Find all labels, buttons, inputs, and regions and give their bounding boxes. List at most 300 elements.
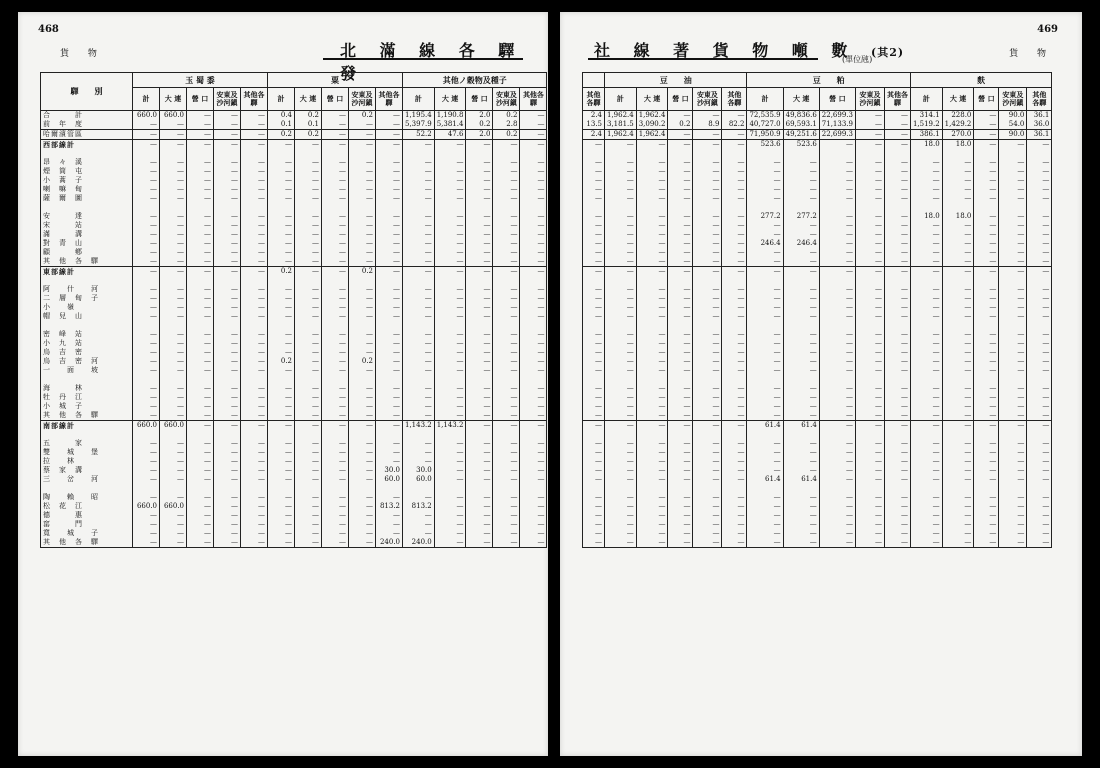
table-cell (187, 212, 214, 221)
table-cell (268, 321, 295, 330)
table-cell (668, 230, 693, 239)
table-cell (434, 321, 466, 330)
table-cell (783, 149, 819, 158)
table-cell (322, 248, 349, 257)
table-cell (910, 384, 942, 393)
table-cell (884, 248, 910, 257)
table-cell (636, 194, 668, 203)
table-cell (160, 267, 187, 277)
table-cell (1027, 230, 1052, 239)
table-cell (322, 140, 349, 150)
table-cell (187, 457, 214, 466)
table-cell (295, 402, 322, 411)
table-cell (910, 502, 942, 511)
table-cell (493, 221, 520, 230)
table-cell (241, 520, 268, 529)
table-row (583, 502, 1052, 511)
table-cell (187, 257, 214, 267)
table-cell (466, 366, 493, 375)
table-cell (636, 312, 668, 321)
table-cell (349, 185, 376, 194)
table-cell (999, 466, 1027, 475)
table-cell (747, 439, 783, 448)
table-cell (493, 140, 520, 150)
table-cell (1027, 357, 1052, 366)
table-cell (722, 212, 747, 221)
table-cell (783, 457, 819, 466)
table-cell (636, 393, 668, 402)
table-cell (974, 493, 999, 502)
table-cell (349, 257, 376, 267)
table-cell (214, 276, 241, 285)
table-cell (322, 448, 349, 457)
table-cell (349, 194, 376, 203)
table-cell (583, 529, 605, 538)
table-cell (214, 330, 241, 339)
table-cell (722, 375, 747, 384)
table-cell (668, 294, 693, 303)
table-cell (693, 203, 722, 212)
table-cell (322, 257, 349, 267)
table-row (41, 475, 547, 484)
table-cell (636, 348, 668, 357)
table-cell (349, 303, 376, 312)
table-row (41, 430, 547, 439)
table-cell (884, 203, 910, 212)
table-cell (187, 538, 214, 548)
table-cell (241, 439, 268, 448)
table-cell (466, 484, 493, 493)
table-cell (999, 158, 1027, 167)
table-cell (974, 511, 999, 520)
table-row (41, 448, 547, 457)
table-cell (241, 430, 268, 439)
table-cell (1027, 484, 1052, 493)
table-cell (403, 267, 435, 277)
table-cell (722, 257, 747, 267)
table-row (583, 239, 1052, 248)
table-cell (214, 393, 241, 402)
table-row (41, 149, 547, 158)
table-cell (268, 448, 295, 457)
table-cell (722, 366, 747, 375)
table-cell (520, 167, 547, 176)
table-row (41, 511, 547, 520)
table-cell (434, 402, 466, 411)
table-cell (268, 185, 295, 194)
table-cell (133, 312, 160, 321)
table-cell (722, 149, 747, 158)
table-cell (187, 493, 214, 502)
table-row (583, 339, 1052, 348)
table-cell (434, 212, 466, 221)
table-row (41, 239, 547, 248)
table-cell (693, 484, 722, 493)
table-cell (636, 402, 668, 411)
station-name: 安 達 (41, 212, 133, 221)
destination-header: 計 (747, 88, 783, 111)
table-cell (241, 285, 268, 294)
table-cell (747, 375, 783, 384)
table-cell (187, 402, 214, 411)
table-cell (668, 221, 693, 230)
table-cell (268, 511, 295, 520)
table-cell (520, 111, 547, 121)
table-cell (268, 330, 295, 339)
table-cell (520, 366, 547, 375)
table-cell (999, 221, 1027, 230)
table-cell (295, 312, 322, 321)
table-cell (187, 285, 214, 294)
table-cell (605, 312, 637, 321)
table-cell (160, 285, 187, 294)
table-cell (605, 457, 637, 466)
table-cell (133, 230, 160, 239)
table-cell (722, 466, 747, 475)
station-name: 拉 林 (41, 457, 133, 466)
table-cell (322, 321, 349, 330)
table-cell (241, 212, 268, 221)
table-cell (974, 158, 999, 167)
table-cell (187, 475, 214, 484)
table-cell (974, 538, 999, 548)
table-cell (693, 194, 722, 203)
table-cell (668, 130, 693, 140)
table-cell (668, 111, 693, 121)
table-cell (241, 484, 268, 493)
table-cell (583, 285, 605, 294)
table-cell (434, 339, 466, 348)
table-cell (322, 158, 349, 167)
table-cell (747, 511, 783, 520)
table-cell (187, 149, 214, 158)
table-cell (636, 140, 668, 150)
table-cell (493, 529, 520, 538)
table-cell (214, 257, 241, 267)
table-cell (493, 393, 520, 402)
table-cell (376, 194, 403, 203)
table-cell (693, 167, 722, 176)
table-cell (974, 321, 999, 330)
table-cell: 22,699.3 (819, 130, 855, 140)
table-cell (747, 339, 783, 348)
table-cell (187, 294, 214, 303)
table-cell (1027, 511, 1052, 520)
table-cell (636, 439, 668, 448)
table-cell: 660.0 (160, 502, 187, 511)
table-row (41, 140, 547, 150)
table-cell (942, 221, 974, 230)
table-cell (403, 366, 435, 375)
destination-header: 大 連 (783, 88, 819, 111)
table-cell (910, 185, 942, 194)
table-cell (942, 230, 974, 239)
table-cell (493, 366, 520, 375)
station-name: 對 青 山 (41, 239, 133, 248)
table-cell (493, 339, 520, 348)
table-cell (999, 212, 1027, 221)
table-cell (819, 194, 855, 203)
table-cell (910, 239, 942, 248)
table-cell: 90.0 (999, 111, 1027, 121)
table-cell (493, 384, 520, 393)
table-cell (133, 158, 160, 167)
table-cell (376, 402, 403, 411)
table-cell (160, 158, 187, 167)
table-cell (819, 529, 855, 538)
table-cell (747, 448, 783, 457)
table-cell: 8.9 (693, 120, 722, 130)
table-cell (520, 484, 547, 493)
table-cell (722, 239, 747, 248)
table-row (583, 230, 1052, 239)
table-cell (160, 330, 187, 339)
table-cell (999, 239, 1027, 248)
table-cell (819, 203, 855, 212)
table-cell (520, 248, 547, 257)
table-cell (214, 312, 241, 321)
table-cell: 0.2 (466, 120, 493, 130)
table-cell (403, 439, 435, 448)
table-cell (133, 357, 160, 366)
table-cell (349, 529, 376, 538)
table-cell (349, 120, 376, 130)
table-cell (466, 511, 493, 520)
table-cell (241, 330, 268, 339)
table-cell (855, 239, 884, 248)
table-cell (819, 411, 855, 421)
table-cell (1027, 285, 1052, 294)
table-cell (693, 303, 722, 312)
table-cell (974, 402, 999, 411)
table-cell (855, 303, 884, 312)
table-cell (668, 158, 693, 167)
table-cell (884, 529, 910, 538)
table-cell (605, 384, 637, 393)
table-cell (466, 411, 493, 421)
table-cell (942, 167, 974, 176)
table-cell (349, 212, 376, 221)
table-cell (605, 538, 637, 548)
table-cell (322, 312, 349, 321)
commodity-header: 其他ノ穀物及種子 (403, 73, 547, 88)
table-cell (376, 257, 403, 267)
table-cell (295, 520, 322, 529)
table-cell (295, 330, 322, 339)
table-cell (693, 185, 722, 194)
table-cell (349, 484, 376, 493)
table-cell (855, 475, 884, 484)
table-cell (636, 411, 668, 421)
table-cell (520, 402, 547, 411)
table-cell (187, 411, 214, 421)
table-cell (747, 321, 783, 330)
table-cell (974, 466, 999, 475)
table-cell (884, 303, 910, 312)
table-cell (605, 303, 637, 312)
table-cell: 523.6 (747, 140, 783, 150)
table-cell (999, 167, 1027, 176)
destination-header: 安東及沙河鎭 (693, 88, 722, 111)
table-cell (241, 149, 268, 158)
table-cell (583, 411, 605, 421)
table-cell (722, 321, 747, 330)
table-cell (214, 520, 241, 529)
table-cell (295, 475, 322, 484)
table-cell: 228.0 (942, 111, 974, 121)
table-cell (974, 393, 999, 402)
table-cell (376, 520, 403, 529)
table-cell (295, 439, 322, 448)
table-cell (187, 239, 214, 248)
table-row (583, 294, 1052, 303)
table-cell (160, 312, 187, 321)
destination-header: 營 口 (974, 88, 999, 111)
destination-header: 計 (403, 88, 435, 111)
table-cell (855, 294, 884, 303)
table-cell (268, 212, 295, 221)
table-cell (133, 276, 160, 285)
table-cell (349, 493, 376, 502)
table-cell (376, 140, 403, 150)
table-cell (999, 230, 1027, 239)
table-cell (376, 339, 403, 348)
table-cell: 1,962.4 (605, 111, 637, 121)
table-cell (434, 185, 466, 194)
table-cell (434, 276, 466, 285)
table-cell: 52.2 (403, 130, 435, 140)
table-cell (434, 375, 466, 384)
table-cell (241, 257, 268, 267)
table-cell (999, 502, 1027, 511)
table-cell (693, 511, 722, 520)
table-cell (636, 239, 668, 248)
table-cell: 277.2 (783, 212, 819, 221)
table-cell (747, 457, 783, 466)
table-cell (349, 230, 376, 239)
table-cell (783, 439, 819, 448)
table-cell (583, 430, 605, 439)
table-row (41, 212, 547, 221)
table-cell (636, 502, 668, 511)
destination-header: 計 (605, 88, 637, 111)
table-row (41, 493, 547, 502)
table-row (41, 294, 547, 303)
table-cell (583, 393, 605, 402)
table-cell (747, 348, 783, 357)
table-cell (133, 185, 160, 194)
table-cell (160, 221, 187, 230)
table-cell (241, 130, 268, 140)
table-cell (942, 511, 974, 520)
table-cell: 0.2 (493, 111, 520, 121)
table-cell (668, 402, 693, 411)
table-cell (819, 393, 855, 402)
table-cell (493, 203, 520, 212)
destination-header: 安東及沙河鎭 (349, 88, 376, 111)
table-cell (605, 475, 637, 484)
table-cell (187, 448, 214, 457)
table-row (583, 430, 1052, 439)
table-cell (1027, 411, 1052, 421)
table-row (583, 402, 1052, 411)
table-cell (783, 185, 819, 194)
table-cell (747, 203, 783, 212)
destination-header: 其他各驛 (376, 88, 403, 111)
table-cell (520, 294, 547, 303)
table-cell (520, 529, 547, 538)
table-cell (466, 149, 493, 158)
table-cell (668, 511, 693, 520)
station-name: 窰 門 (41, 520, 133, 529)
table-cell (133, 348, 160, 357)
table-cell (722, 111, 747, 121)
table-cell (241, 357, 268, 366)
table-cell (133, 493, 160, 502)
table-cell (187, 276, 214, 285)
table-cell: 1,519.2 (910, 120, 942, 130)
table-cell (819, 230, 855, 239)
table-cell (942, 393, 974, 402)
table-cell (636, 538, 668, 548)
table-cell (942, 321, 974, 330)
table-cell (349, 430, 376, 439)
table-cell (322, 267, 349, 277)
table-cell (434, 303, 466, 312)
table-row (41, 375, 547, 384)
table-row (583, 466, 1052, 475)
table-cell (349, 439, 376, 448)
table-cell (434, 430, 466, 439)
table-cell (783, 267, 819, 277)
table-cell (583, 185, 605, 194)
table-cell (605, 176, 637, 185)
table-cell (214, 149, 241, 158)
table-row (41, 276, 547, 285)
table-cell (855, 267, 884, 277)
table-cell (819, 140, 855, 150)
commodity-header: 豆 粕 (747, 73, 911, 88)
destination-header: 計 (268, 88, 295, 111)
table-cell (910, 267, 942, 277)
table-row (41, 230, 547, 239)
table-cell (434, 502, 466, 511)
table-cell (668, 520, 693, 529)
table-row (41, 130, 547, 140)
table-row (41, 457, 547, 466)
table-cell (214, 493, 241, 502)
table-cell (819, 430, 855, 439)
table-cell (855, 149, 884, 158)
station-name (41, 276, 133, 285)
station-name: 帽 兒 山 (41, 312, 133, 321)
table-cell (605, 529, 637, 538)
table-cell (466, 203, 493, 212)
table-cell (214, 203, 241, 212)
table-cell (268, 194, 295, 203)
table-cell (605, 411, 637, 421)
table-cell (693, 421, 722, 431)
table-cell (520, 538, 547, 548)
table-cell (520, 130, 547, 140)
table-cell (583, 276, 605, 285)
table-cell (403, 257, 435, 267)
table-cell (376, 312, 403, 321)
table-cell (493, 321, 520, 330)
table-cell (884, 194, 910, 203)
table-cell (819, 511, 855, 520)
table-cell (783, 230, 819, 239)
